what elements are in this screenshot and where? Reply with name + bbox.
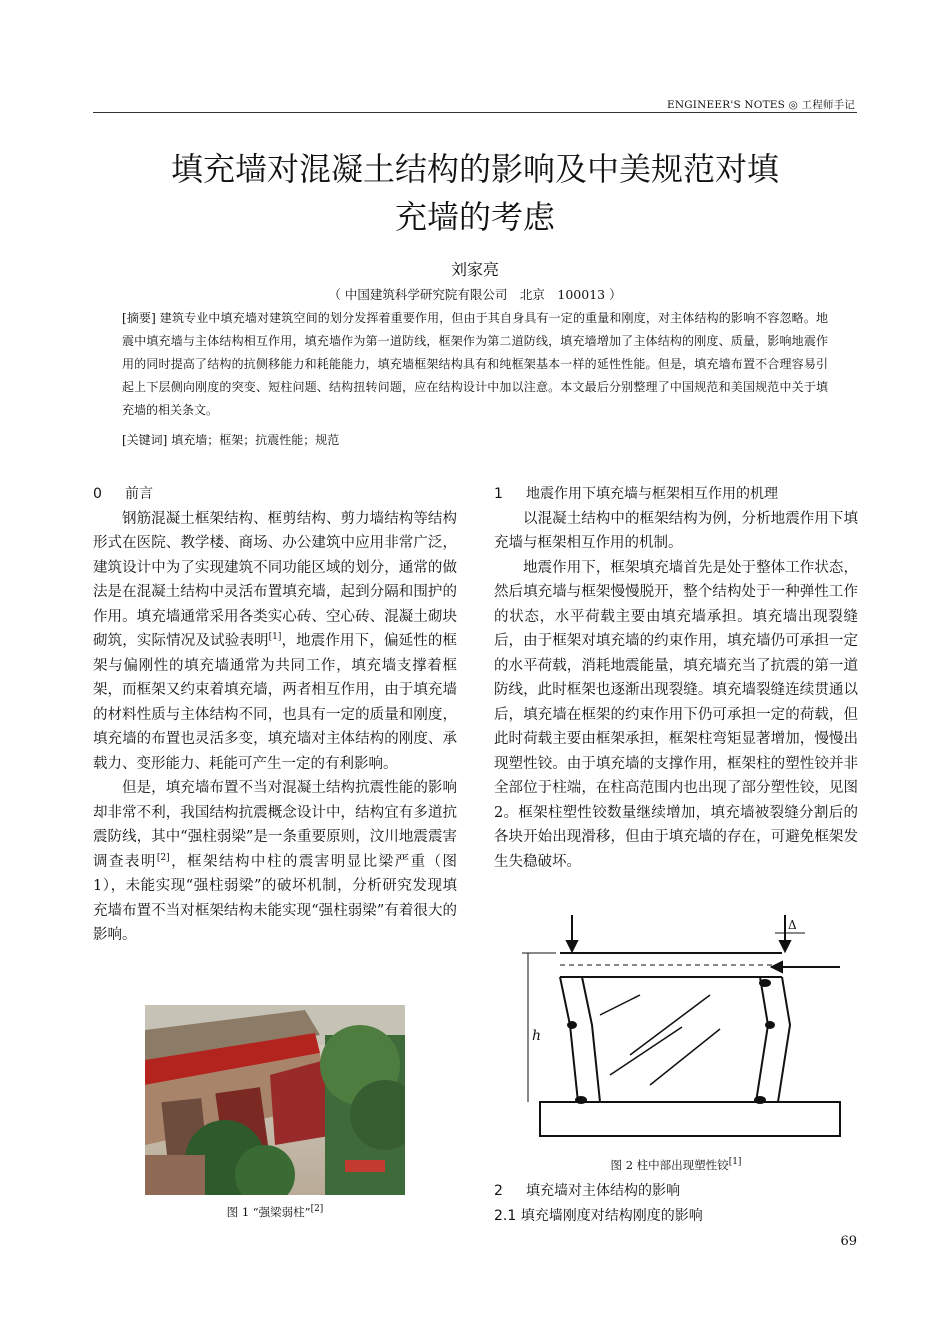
- citation: [2]: [310, 1204, 324, 1215]
- abstract-label: [摘要]: [122, 311, 156, 325]
- title-line-1: 填充墙对混凝土结构的影响及中美规范对填: [170, 150, 779, 188]
- figure-1-caption: 图 1 “强梁弱柱”[2]: [226, 1204, 324, 1219]
- paper-title: [95, 145, 855, 241]
- figure-1-photo: [145, 1005, 405, 1195]
- figure-2-caption: 图 2 柱中部出现塑性铰[1]: [610, 1157, 742, 1172]
- keywords-text: 填充墙；框架；抗震性能；规范: [171, 433, 340, 447]
- abstract-text: 建筑专业中填充墙对建筑空间的划分发挥着重要作用，但由于其自身具有一定的重量和刚度，对主体结构的影响不容忽略。地震中填充墙与主体结构相互作用，填充墙作为第一道防线，框架作为第二道防线，填充墙增加了主体结构的刚度、质量，影响地震作用的同时提高了结构的抗侧移能力和耗能能力，填充墙框架结构具有和纯框架基本一样的延性性能。但是，填充墙布置不合理容易引起上下层侧向刚度的突变、短柱问题、结构扭转问题，应在结构设计中加以注意。本文最后分别整理了中国规范和美国规范中关于填充墙的相关条文。: [122, 311, 828, 417]
- paragraph: 地震作用下，框架填充墙首先是处于整体工作状态，然后填充墙与框架慢慢脱开，整个结构处于一种弹性工作的状态，水平荷载主要由填充墙承担。填充墙出现裂缝后，由于框架对填充墙的约束作用，填充墙仍可承担一定的水平荷载，消耗地震能量，填充墙充当了抗震的第一道防线，此时框架也逐渐出现裂缝。填充墙裂缝连续贯通以后，填充墙在框架的约束作用下仍可承担一定的荷载，但此时荷载主要由框架承担，框架柱弯矩显著增加，慢慢出现塑性铰。由于填充墙的支撑作用，框架柱的塑性铰并非全部位于柱端，在柱高范围内也出现了部分塑性铰，见图 2。框架柱塑性铰数量继续增加，填充墙被裂缝分割后的各块开始出现滑移，但由于填充墙的存在，可避免框架发生失稳破坏。: [494, 559, 858, 870]
- height-label: h: [532, 1028, 542, 1044]
- keywords-label: [关键词]: [122, 433, 168, 447]
- section-title: 填充墙刚度对结构刚度的影响: [520, 1208, 703, 1224]
- paragraph: 但是，填充墙布置不当对混凝土结构抗震性能的影响却非常不利，我国结构抗震概念设计中，结构宜有多道抗震防线，其中“强柱弱梁”是一条重要原则，汶川地震震害调查表明[2]，框架结构中柱的震害明显比梁严重（图 1），未能实现“强柱弱梁”的破坏机制，分析研究发现填充墙布置不当对框架结构未能实现“强柱弱梁”有着很大的影响。: [93, 780, 458, 943]
- section-title: 填充墙对主体结构的影响: [526, 1183, 680, 1199]
- section-number: 2: [494, 1183, 503, 1199]
- keywords: [122, 431, 828, 448]
- right-column: [494, 482, 858, 874]
- author: 刘家亮: [450, 260, 499, 279]
- section-number: 0: [93, 486, 102, 502]
- citation: [1]: [728, 1157, 742, 1168]
- page-number: 69: [840, 1234, 857, 1249]
- figure-2-diagram: [520, 915, 850, 1150]
- delta-label: Δ: [788, 918, 797, 932]
- paragraph: 以混凝土结构中的框架结构为例，分析地震作用下填充墙与框架相互作用的机制。: [494, 510, 858, 551]
- section-0-heading: [93, 482, 457, 507]
- section-title: 地震作用下填充墙与框架相互作用的机理: [526, 486, 778, 502]
- paragraph: 钢筋混凝土框架结构、框剪结构、剪力墙结构等结构形式在医院、教学楼、商场、办公建筑中应用非常广泛，建筑设计中为了实现建筑不同功能区域的划分，通常的做法是在混凝土结构中灵活布置填充墙，起到分隔和围护的作用。填充墙通常采用各类实心砖、空心砖、混凝土砌块砌筑，实际情况及试验表明[1]，地震作用下，偏延性的框架与偏刚性的填充墙通常为共同工作，填充墙支撑着框架，而框架又约束着填充墙，两者相互作用，由于填充墙的材料性质与主体结构不同，也具有一定的质量和刚度，填充墙的布置也灵活多变，填充墙对主体结构的刚度、承载力、变形能力、耗能可产生一定的有利影响。: [93, 510, 457, 772]
- section-2-1-heading: [494, 1205, 703, 1225]
- journal-header: ENGINEER'S NOTES ◎ 工程师手记: [666, 99, 855, 111]
- citation: [1]: [268, 632, 282, 643]
- affiliation: （ 中国建筑科学研究院有限公司 北京 100013 ）: [328, 287, 622, 302]
- header-rule: [93, 112, 857, 113]
- section-number: 1: [494, 486, 503, 502]
- abstract: [122, 307, 828, 422]
- section-number: 2.1: [494, 1208, 517, 1224]
- section-2-heading: [494, 1180, 680, 1200]
- section-title: 前言: [125, 486, 153, 502]
- section-1-heading: [494, 482, 858, 507]
- citation: [2]: [156, 852, 170, 863]
- title-line-2: 充墙的考虑: [394, 198, 555, 236]
- left-column: [93, 482, 457, 948]
